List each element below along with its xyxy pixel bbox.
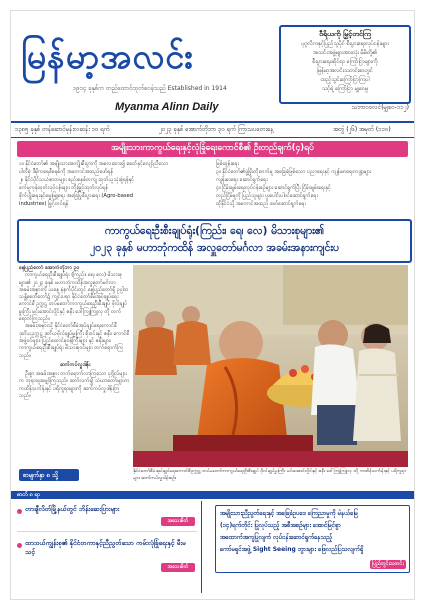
promo-line: ပုဂ္ဂလိကနှင့်ပြည်သူပိုင် စီးပွားရေးလုပ်ငန်းများ	[301, 41, 389, 47]
policy-left-column	[19, 161, 209, 209]
masthead	[11, 11, 414, 121]
teaser-headline[interactable]: ထားဝယ်ကျွန်းစု၏ နိုင်ငံတကာနှင့်ညီညွတ်သော ကမ်းလုံခြုံရေးနှင့် မီးမသင့်	[25, 539, 186, 556]
divider	[17, 531, 197, 532]
policy-banner	[17, 141, 408, 157]
news-box-line: ကော်မရှင်အဖွဲ့ Sight Seeing ဘွားများ ဖြေလည်ပြသလျက်ရှိ	[220, 546, 364, 553]
date-myanmar: ၁၃၈၅ ခုနှစ် တန်ဆောင်မုန်းလဆန်း ၁၀ ရက်	[15, 126, 110, 133]
date-bar	[11, 121, 414, 138]
policy-item: ၃။ နိုင်ငံတော်၏ဖွံ့ဖြိုးတိုးတက်မှု အခြေခံဖြစ်သော ပညာရေးနှင့် ကျန်းမာရေးကဏ္ဍများ	[216, 169, 372, 175]
promo-line: သင့်ရဲ့ ကြော်ငြာ မျှဝေမှု	[321, 86, 369, 92]
policy-item: ပါတီစုံ ဒီမိုကရေစီစနစ်ကို အကောင်အထည်ဖော်ရန်	[19, 169, 114, 175]
news-box-line: အထောက်အကူပြုလျက် လုပ်ငန်းဆောင်ရွက်နေသည့်	[220, 534, 333, 541]
teaser-badge-label: အသေးစိတ်	[167, 564, 189, 570]
bottom-section-bar	[11, 491, 414, 499]
promo-line: အသင်းအဖွဲ့များအားလုံး မိမိတို့၏	[312, 50, 378, 56]
policy-item: စိုက်ပျိုးရေးနှင့်မွေးမြူရေး အခြေပြုစီးပွားရေး (Agro-based	[19, 193, 134, 199]
newspaper-logo: မြန်မာ့အလင်း	[21, 37, 194, 77]
masthead-english-name: Myanma Alinn Daily	[115, 101, 219, 113]
article-paragraph: အခမ်းအနားသို့ နိုင်ငံတော်စီမံအုပ်ချုပ်ရေးကောင်စီ ဒုတိယဥက္ကဋ္ဌ ဒုတိယဗိုလ်ချုပ်မှူးကြီး စိုးဝင်းနှင့် ဇနီး၊ ကောင်စီအဖွဲ့ဝင်များ၊ ပြည်ထောင်စုဝန်ကြီးများ နှင့် ဇနီးများ၊ ကာကွယ်ရေးဦးစီးချုပ်ရုံး မိသားစုဝင်များ တက်ရောက်ကြသည်။	[19, 323, 130, 359]
policy-title: အမျိုးသားကာကွယ်ရေးနှင့်လုံခြုံရေးကောင်စီ၏ ဦးတည်ချက်(၄)ရပ်	[111, 143, 314, 153]
column-divider	[201, 501, 202, 593]
bullet-icon	[17, 543, 22, 548]
teaser-badge-label: အသေးစိတ်	[167, 518, 189, 524]
main-headline-line-2: ၂၀၂၃ ခုနှစ် မဟာဘုံကထိန် အလှူတော်မင်္ဂလာ အခမ်းအနားကျင်းပ	[89, 242, 340, 254]
newspaper-front-page	[10, 10, 415, 600]
promo-title: ဝီရိယကို မြှင့်တင်ကြ	[319, 30, 371, 38]
news-box-line: (၁၄)ရက်တိုင်း ပြုလုပ်သည့် အစီအစဉ်များ အောင်မြင်စွာ	[220, 522, 341, 529]
ceremony-photo	[133, 265, 408, 467]
policy-item: ၄။ ငြိမ်းချမ်းရေးလုပ်ငန်းစဉ်များ ဆောင်ရွက်ပြီး ငြိမ်းချမ်းရေးနှင့်	[216, 185, 331, 191]
policy-item: စက်မှုကုန်ထုတ်လုပ်ငန်းများ တိုးမြှင့်ထုတ်လုပ်ရန်	[19, 185, 109, 191]
ceremony-photo-illustration	[133, 265, 408, 467]
continue-label: စာမျက်နှာ ၈ သို့	[23, 472, 59, 479]
promo-box	[279, 25, 411, 104]
article-dateline: နေပြည်တော် အောက်တိုဘာ ၃၀	[19, 265, 80, 271]
bottom-bar-label: ဓာတ် ၈ ရာ	[17, 492, 41, 498]
masthead-tagline: ၁၉၁၄ ခုနှစ်က တည်ထောင်ထုတ်ဝေခဲ့သည် Established in 1914	[73, 85, 227, 92]
news-box-line: အမျိုးသားညီညွတ်ရေးနှင့် အခြေခံဥပဒေ ကြေညာမှုကို မဲနယ်မြေ	[220, 510, 358, 517]
main-headline-box	[17, 219, 412, 263]
bullet-icon	[17, 509, 22, 514]
news-box-badge[interactable]	[370, 560, 406, 569]
promo-line: မြန်မာ့အလင်းသတင်းစာတွင်	[317, 68, 373, 74]
news-box-badge-label: ပြည်တွင်းသတင်း	[372, 561, 404, 567]
article-body	[19, 265, 131, 465]
article-subhead: ဆက်ကပ်လှူဒါန်း	[59, 361, 91, 368]
article-paragraph: ကာကွယ်ရေးဦးစီးချုပ်ရုံး (ကြည်း၊ ရေ၊ လေ) မိသားစုများ၏ ၂၀၂၃ ခုနှစ် မဟာဘုံကထိန်အလှူတော်မင်္ဂလာ အခမ်းအနားကို ယနေ့ နံနက်ပိုင်းတွင် နေပြည်တော်ရှိ ဥပ္ပါတသန္တိစေတီတော်၌ ကျင်းပရာ နိုင်ငံတော်စီမံအုပ်ချုပ်ရေးကောင်စီ ဥက္ကဋ္ဌ တပ်မတော်ကာကွယ်ရေးဦးစီးချုပ် ဗိုလ်ချုပ်မှူးကြီး မင်းအောင်လှိုင်နှင့် ဇနီး ဒေါ်ကြူကြူလှ တို့ တက်ရောက်ကြသည်။	[19, 272, 129, 323]
article-paragraph: ဦးစွာ အခမ်းအနား တက်ရောက်လာကြသော ပုဂ္ဂိုလ်များက ဘုရားဖူးမျှော်ကြသည်။ ဆက်လက်၍ သံဃာတော်များက ကထိန်သင်္ကန်းနှင့် ပရိက္ခရာများကို ဆက်ကပ်လှူဒါန်းကြသည်။	[19, 371, 130, 400]
policy-item: ထိုနိုင်ငံသို့ အကောင်အထည် ဖော်ဆောင်ရွက်ရေး	[216, 201, 306, 207]
policy-item: ကျန်းမာရေး ဆောင်ရွက်ရေး	[216, 177, 268, 183]
continue-page-tag[interactable]	[19, 469, 79, 481]
policy-columns	[19, 161, 406, 209]
photo-caption: နိုင်ငံတော်စီမံအုပ်ချုပ်ရေးကောင်စီဥက္ကဋ္ဌ တပ်မတော်ကာကွယ်ရေးဦးစီးချုပ် ဗိုလ်ချုပ်မှူးကြီး မင်းအောင်လှိုင်နှင့် ဇနီး ဒေါ်ကြူကြူလှ တို့ ကထိန်သင်္ကန်းနှင့် ပရိက္ခရာများ ဆက်ကပ်လှူဒါန်းစဉ်။	[133, 469, 407, 481]
policy-right-column	[216, 161, 406, 209]
promo-line: ထည့်သွင်းကြော်ငြာကြပါ	[320, 77, 370, 83]
policy-item: industries) မြှင့်တင်ရန်	[19, 201, 69, 207]
teaser-badge[interactable]	[161, 517, 195, 526]
news-box[interactable]	[215, 505, 410, 573]
policy-item: ဖြစ်ထွန်းရေး	[216, 161, 239, 167]
date-gregorian: ၂၀၂၃ ခုနှစ် အောက်တိုဘာ ၃၀ ရက် ကြာသပတေးနေ့	[159, 126, 274, 133]
main-headline-line-1: ကာကွယ်ရေးဦးစီးချုပ်ရုံး(ကြည်း၊ ရေ၊ လေ) မိသားစုများ၏	[104, 225, 325, 237]
policy-item: တည်ငြိမ်မှုကို ပြည်သူများ ပူးပေါင်းပါဝင်ဆောင်ရွက်ရေး	[216, 193, 318, 199]
promo-date: သဘာဝ၀လင်(မျှဝေ-၁၁၂)	[351, 104, 409, 111]
policy-item: ၂။ နိုင်ငံပိုင်သယံဇာတများ စည်းစနစ်တကျ ထုတ်ယူသုံးစွဲရန်နှင့်	[19, 177, 135, 183]
teaser-badge[interactable]	[161, 563, 195, 572]
teaser-headline[interactable]: တာချီလိတ်မြို့နယ်တွင် ဘိန်းဆေးပြားများ	[25, 505, 120, 513]
issue-number: အတွဲ (၂၆) အမှတ် (၁၁၀)	[333, 126, 391, 133]
policy-item: ၁။ နိုင်ငံတော်၏ အမျိုးသားအကျိုးစီးပွားကို အလေးထား၍ ခေတ်နှင့်လျော်ညီသော	[19, 161, 169, 167]
promo-line: စီးပွားရေးဆိုင်ရာ ကြော်ငြာများကို	[312, 59, 378, 65]
